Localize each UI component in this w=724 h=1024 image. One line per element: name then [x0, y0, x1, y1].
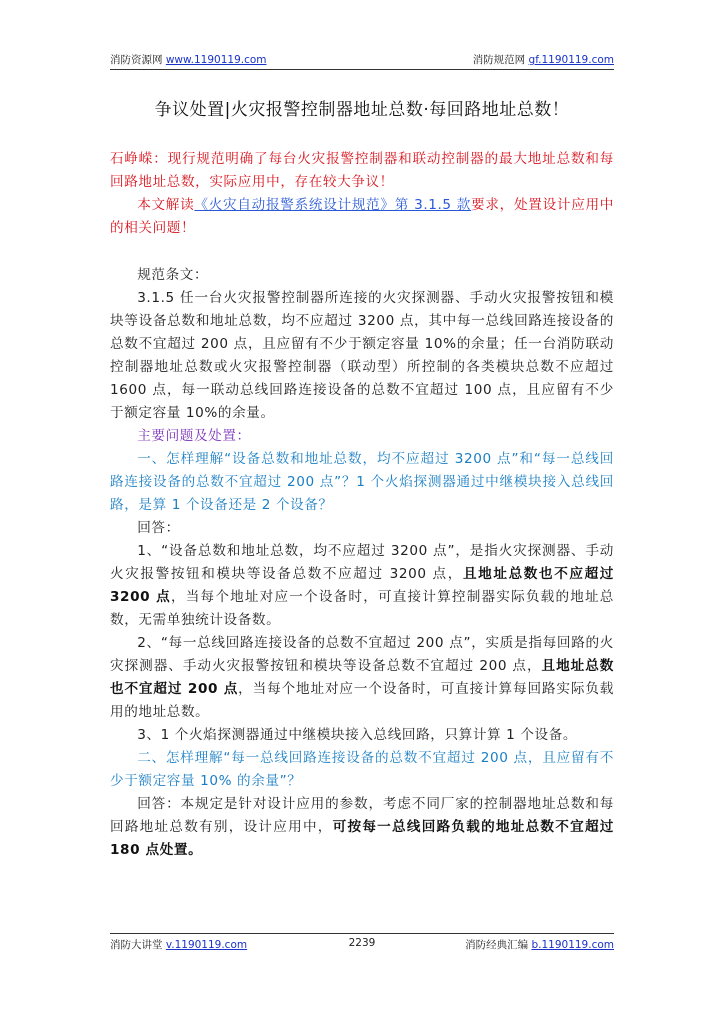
header-right-label: 消防规范网 [472, 54, 526, 66]
clause-heading: 规范条文： [137, 267, 209, 283]
answer-1-1 [110, 540, 614, 632]
answer-1-2-emphasis: 且地址总数也不宜超过 200 点 [110, 658, 614, 697]
answer-1-2 [110, 632, 614, 724]
clause-text: 3.1.5 任一台火灾报警控制器所连接的火灾探测器、手动火灾报警按钮和模块等设备总数和地址总数，均不应超过 3200 点，其中每一总线回路连接设备的总数不宜超过 200 点，且应留有不少于额定容量 10%的余量；任一台消防联动控制器地址总数或火灾报警控制器（联动型）所控制的各类模块总数不应超过 1600 点，每一联动总线回路连接设备的总数不宜超过 100 点，且应留有不少于额定容量 10%的余量。 [110, 290, 614, 421]
spacer [110, 240, 614, 264]
standard-link[interactable]: 《火灾自动报警系统设计规范》第 3.1.5 款 [194, 197, 472, 213]
issues-heading: 主要问题及处置： [137, 428, 251, 444]
header-left-label: 消防资源网 [110, 54, 163, 66]
page-header [110, 52, 614, 68]
answer-1-3: 3、1 个火焰探测器通过中继模块接入总线回路，只算计算 1 个设备。 [137, 727, 578, 743]
article-title: 争议处置|火灾报警控制器地址总数·每回路地址总数！ [154, 100, 570, 120]
footer-right [465, 937, 614, 952]
page-number: 2239 [348, 937, 376, 949]
answer-1-1-text: 1、“设备总数和地址总数，均不应超过 3200 点”，是指火灾探测器、手动火灾报警按钮和模块等设备总数不应超过 3200 点， [110, 543, 614, 582]
header-right-link[interactable]: gf.1190119.com [528, 54, 614, 66]
question-2: 二、怎样理解“每一总线回路连接设备的总数不宜超过 200 点，且应留有不少于额定容量 10% 的余量”？ [110, 750, 614, 789]
intro-paragraph: 石峥嵘：现行规范明确了每台火灾报警控制器和联动控制器的最大地址总数和每回路地址总数，实际应用中，存在较大争议！ [110, 151, 614, 190]
article-body [110, 148, 614, 862]
intro-paragraph-2 [110, 194, 614, 240]
answer-1-2-text: 2、“每一总线回路连接设备的总数不宜超过 200 点”，实质是指每回路的火灾探测器、手动火灾报警按钮和模块等设备总数不宜超过 200 点， [110, 635, 614, 674]
intro-text-after: 要求，处置设计应用中的相关问题！ [110, 197, 615, 236]
answer-1-1-emphasis: 且地址总数也不应超过 3200 点 [110, 566, 615, 605]
header-left-link[interactable]: www.1190119.com [165, 54, 267, 66]
answer-2 [110, 793, 614, 862]
intro-text-before: 本文解读 [137, 197, 195, 213]
footer-right-label: 消防经典汇编 [465, 939, 529, 951]
question-1: 一、怎样理解“设备总数和地址总数，均不应超过 3200 点”和“每一总线回路连接设备的总数不宜超过 200 点”？1 个火焰探测器通过中继模块接入总线回路，是算 1 个设备还是 2 个设备？ [110, 451, 614, 513]
header-left [110, 52, 267, 67]
footer-left-link[interactable]: v.1190119.com [165, 939, 248, 951]
answer-1-2-text-end: ，当每个地址对应一个设备时，可直接计算每回路实际负载用的地址总数。 [110, 681, 614, 720]
footer-divider [110, 933, 614, 934]
header-right [473, 52, 614, 67]
answer-label-1: 回答： [137, 520, 180, 536]
footer-right-link[interactable]: b.1190119.com [531, 939, 614, 951]
page-footer [110, 937, 614, 953]
answer-1-1-text-end: ，当每个地址对应一个设备时，可直接计算控制器实际负载的地址总数，无需单独统计设备数。 [110, 589, 614, 628]
footer-left-label: 消防大讲堂 [110, 939, 163, 951]
header-divider [110, 69, 614, 70]
answer-2-emphasis: 可按每一总线回路负载的地址总数不宜超过 180 点处置。 [110, 819, 614, 858]
answer-2-text: 回答：本规定是针对设计应用的参数，考虑不同厂家的控制器地址总数和每回路地址总数有别，设计应用中， [110, 796, 614, 835]
